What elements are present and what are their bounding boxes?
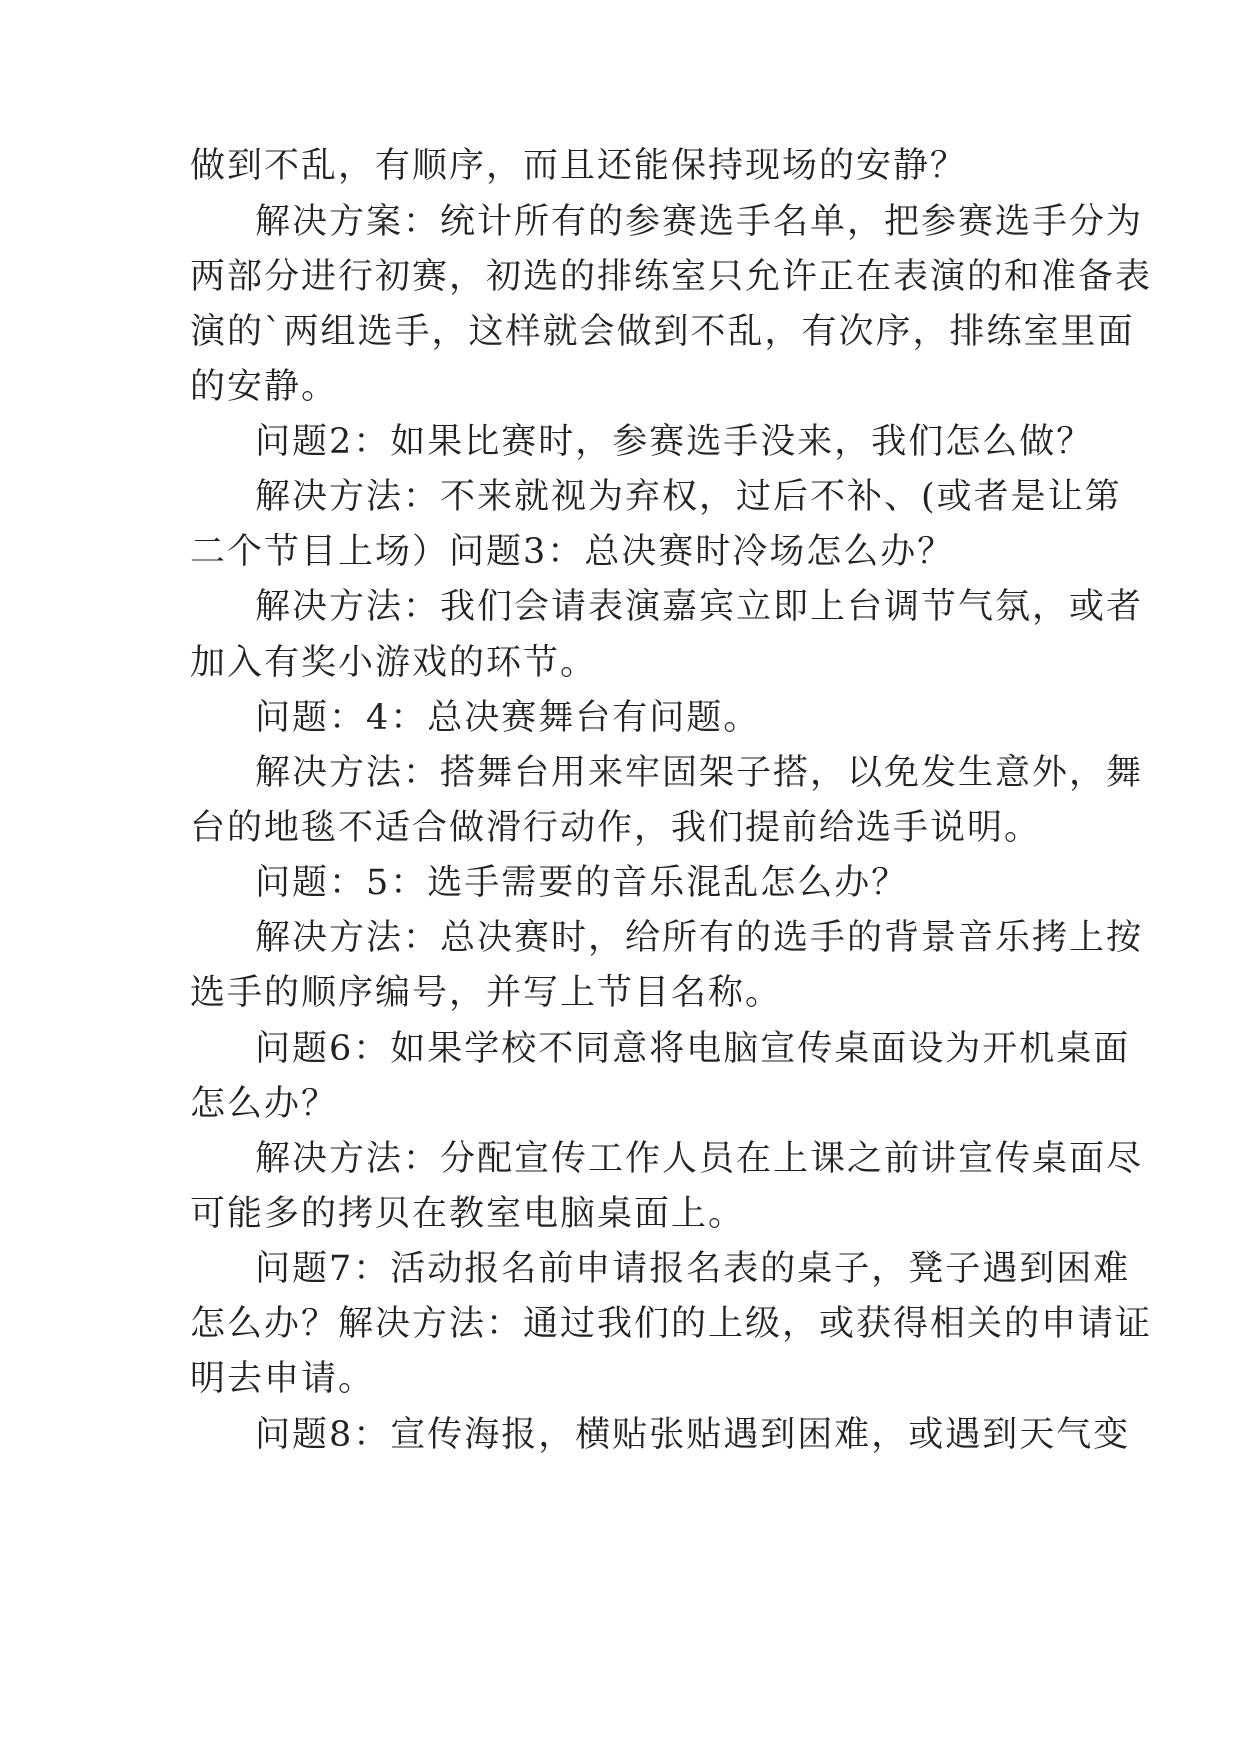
paragraph-line: 解决方法：分配宣传工作人员在上课之前讲宣传桌面尽	[255, 1139, 1144, 1179]
paragraph-line: 问题：5：选手需要的音乐混乱怎么办？	[255, 863, 909, 903]
paragraph-line: 加入有奖小游戏的环节。	[190, 643, 598, 683]
paragraph-line: 怎么办？	[190, 1084, 339, 1124]
paragraph-line: 怎么办？解决方法：通过我们的上级，或获得相关的申请证	[190, 1304, 1153, 1344]
paragraph-line: 问题7：活动报名前申请报名表的桌子，凳子遇到困难	[255, 1249, 1131, 1289]
paragraph-line: 问题2：如果比赛时，参赛选手没来，我们怎么做？	[255, 422, 1094, 462]
paragraph-line: 解决方案：统计所有的参赛选手名单，把参赛选手分为	[255, 202, 1144, 242]
paragraph-line: 问题：4：总决赛舞台有问题。	[255, 698, 761, 738]
paragraph-line: 两部分进行初赛，初选的排练室只允许正在表演的和准备表	[190, 257, 1153, 297]
paragraph-line: 问题8：宣传海报，横贴张贴遇到困难，或遇到天气变	[255, 1415, 1131, 1455]
paragraph-line: 问题6：如果学校不同意将电脑宣传桌面设为开机桌面	[255, 1029, 1131, 1069]
paragraph-line: 做到不乱，有顺序，而且还能保持现场的安静？	[190, 146, 968, 186]
paragraph-line: 台的地毯不适合做滑行动作，我们提前给选手说明。	[190, 808, 1042, 848]
paragraph-line: 可能多的拷贝在教室电脑桌面上。	[190, 1194, 746, 1234]
paragraph-line: 二个节目上场）问题3：总决赛时冷场怎么办？	[190, 532, 955, 572]
paragraph-line: 选手的顺序编号，并写上节目名称。	[190, 973, 783, 1013]
paragraph-line: 解决方法：搭舞台用来牢固架子搭，以免发生意外，舞	[255, 753, 1144, 793]
paragraph-line: 解决方法：我们会请表演嘉宾立即上台调节气氛，或者	[255, 587, 1144, 627]
paragraph-line: 的安静。	[190, 367, 339, 407]
paragraph-line: 解决方法：不来就视为弃权，过后不补、(或者是让第	[255, 477, 1122, 517]
paragraph-line: 演的`两组选手，这样就会做到不乱，有次序，排练室里面	[190, 312, 1135, 352]
paragraph-line: 解决方法：总决赛时，给所有的选手的背景音乐拷上按	[255, 918, 1144, 958]
paragraph-line: 明去申请。	[190, 1359, 376, 1399]
